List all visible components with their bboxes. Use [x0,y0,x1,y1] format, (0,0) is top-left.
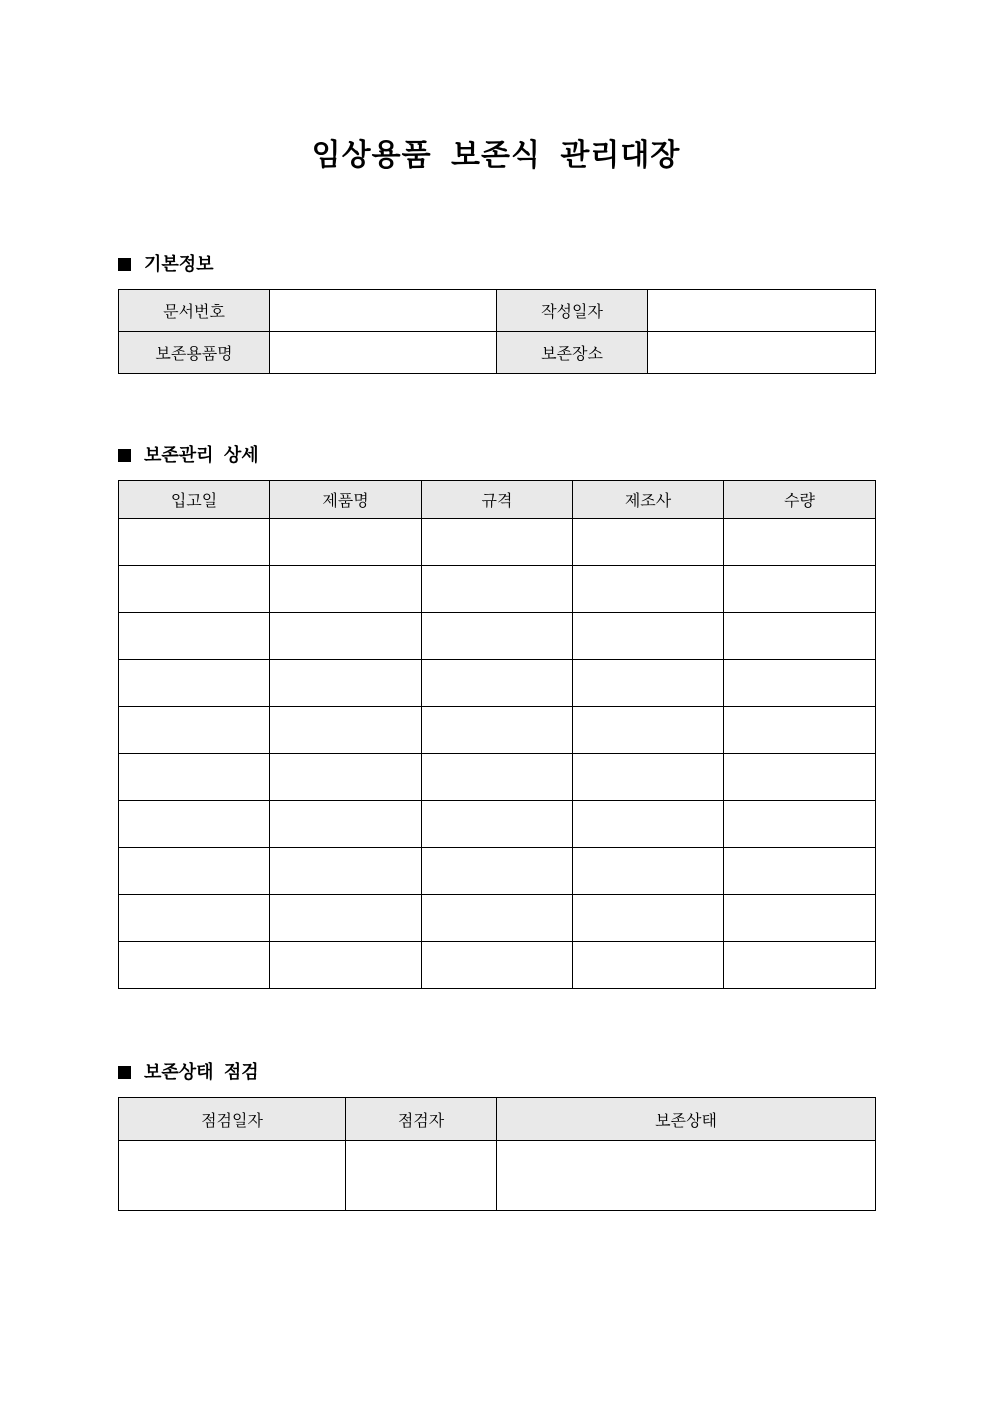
basic-info-table [118,289,876,374]
received-date-cell[interactable] [119,895,270,942]
table-row [119,754,876,801]
column-header-received-date: 입고일 [119,481,270,519]
manufacturer-cell[interactable] [573,848,724,895]
product-name-cell[interactable] [270,942,422,989]
square-bullet-icon [118,1066,131,1079]
column-header-spec: 규격 [422,481,573,519]
manufacturer-cell[interactable] [573,942,724,989]
received-date-cell[interactable] [119,613,270,660]
location-label: 보존장소 [497,332,648,374]
spec-cell[interactable] [422,754,573,801]
condition-field[interactable] [497,1141,876,1211]
column-header-quantity: 수량 [724,481,876,519]
section-heading-detail [118,444,259,468]
section-heading-label: 기본정보 [144,254,214,275]
quantity-cell[interactable] [724,707,876,754]
column-header-inspector: 점검자 [346,1098,497,1141]
quantity-cell[interactable] [724,801,876,848]
inspector-field[interactable] [346,1141,497,1211]
quantity-cell[interactable] [724,613,876,660]
doc-number-label: 문서번호 [119,290,270,332]
product-name-cell[interactable] [270,566,422,613]
doc-number-field[interactable] [270,290,497,332]
location-field[interactable] [648,332,876,374]
column-header-manufacturer: 제조사 [573,481,724,519]
received-date-cell[interactable] [119,942,270,989]
quantity-cell[interactable] [724,895,876,942]
table-row [119,1141,876,1211]
received-date-cell[interactable] [119,848,270,895]
quantity-cell[interactable] [724,942,876,989]
quantity-cell[interactable] [724,754,876,801]
spec-cell[interactable] [422,566,573,613]
section-heading-label: 보존관리 상세 [144,445,259,466]
column-header-condition: 보존상태 [497,1098,876,1141]
table-row [119,660,876,707]
product-name-cell[interactable] [270,754,422,801]
date-written-label: 작성일자 [497,290,648,332]
table-row [119,942,876,989]
inspection-table [118,1097,876,1211]
square-bullet-icon [118,449,131,462]
quantity-cell[interactable] [724,566,876,613]
manufacturer-cell[interactable] [573,566,724,613]
page-title: 임상용품 보존식 관리대장 [311,138,681,173]
section-heading-basic-info [118,253,214,277]
detail-table-body [119,519,876,989]
manufacturer-cell[interactable] [573,895,724,942]
table-row [119,801,876,848]
received-date-cell[interactable] [119,660,270,707]
spec-cell[interactable] [422,519,573,566]
date-written-field[interactable] [648,290,876,332]
manufacturer-cell[interactable] [573,613,724,660]
received-date-cell[interactable] [119,707,270,754]
quantity-cell[interactable] [724,519,876,566]
product-name-cell[interactable] [270,660,422,707]
table-row [119,707,876,754]
spec-cell[interactable] [422,613,573,660]
spec-cell[interactable] [422,942,573,989]
item-name-field[interactable] [270,332,497,374]
inspection-date-field[interactable] [119,1141,346,1211]
received-date-cell[interactable] [119,801,270,848]
product-name-cell[interactable] [270,801,422,848]
manufacturer-cell[interactable] [573,754,724,801]
table-header-row [119,1098,876,1141]
product-name-cell[interactable] [270,895,422,942]
product-name-cell[interactable] [270,613,422,660]
spec-cell[interactable] [422,848,573,895]
section-heading-inspection [118,1061,259,1085]
spec-cell[interactable] [422,801,573,848]
table-row [119,848,876,895]
column-header-inspection-date: 점검일자 [119,1098,346,1141]
column-header-product-name: 제품명 [270,481,422,519]
detail-table [118,480,876,989]
table-row [119,895,876,942]
item-name-label: 보존용품명 [119,332,270,374]
table-row [119,566,876,613]
received-date-cell[interactable] [119,519,270,566]
manufacturer-cell[interactable] [573,707,724,754]
spec-cell[interactable] [422,707,573,754]
manufacturer-cell[interactable] [573,801,724,848]
table-row [119,613,876,660]
product-name-cell[interactable] [270,519,422,566]
manufacturer-cell[interactable] [573,660,724,707]
table-header-row [119,481,876,519]
spec-cell[interactable] [422,895,573,942]
table-row [119,519,876,566]
spec-cell[interactable] [422,660,573,707]
table-row [119,290,876,332]
square-bullet-icon [118,258,131,271]
manufacturer-cell[interactable] [573,519,724,566]
received-date-cell[interactable] [119,754,270,801]
quantity-cell[interactable] [724,848,876,895]
table-row [119,332,876,374]
received-date-cell[interactable] [119,566,270,613]
product-name-cell[interactable] [270,707,422,754]
product-name-cell[interactable] [270,848,422,895]
section-heading-label: 보존상태 점검 [144,1062,259,1083]
quantity-cell[interactable] [724,660,876,707]
